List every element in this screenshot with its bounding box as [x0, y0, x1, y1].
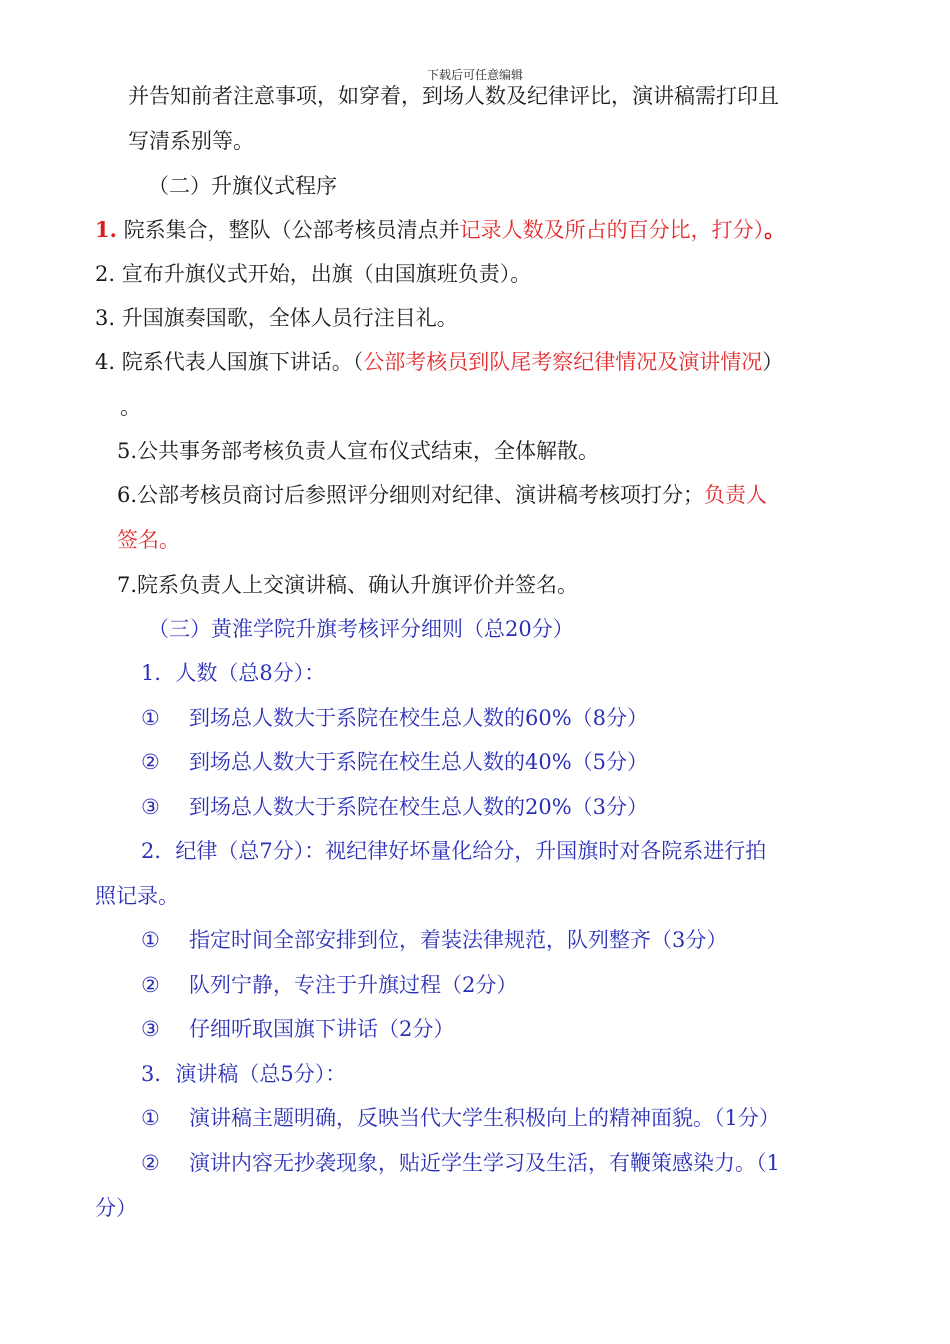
item-text: 队列宁静，专注于升旗过程（2分）: [189, 973, 518, 997]
item-marker: ②: [141, 750, 160, 774]
item-text: 到场总人数大于系院在校生总人数的40%（5分）: [189, 750, 649, 774]
page-header: 下载后可任意编辑: [426, 68, 523, 82]
step-4-end: 。: [120, 395, 141, 419]
group-3-item-2-wrap: 分）: [95, 1196, 137, 1220]
step-4-highlight: 公部考核员到队尾考察纪律情况及演讲情况: [363, 350, 763, 374]
item-marker: ①: [141, 706, 160, 730]
step-2-number: 2.: [95, 262, 116, 286]
section-3-title: （三）黄淮学院升旗考核评分细则（总20分）: [148, 617, 574, 641]
intro-line-2: 写清系别等。: [128, 129, 254, 153]
group-3-title: 3．演讲稿（总5分）：: [141, 1062, 347, 1086]
step-5: 5.公共事务部考核负责人宣布仪式结束，全体解散。: [117, 439, 600, 463]
group-2-item-2: [141, 975, 517, 996]
group-2-item-1: [141, 930, 727, 951]
item-marker: ②: [141, 973, 160, 997]
step-4-text: 院系代表人国旗下讲话。（: [121, 350, 364, 374]
item-marker: ①: [141, 1106, 160, 1130]
step-7: 7.院系负责人上交演讲稿、确认升旗评价并签名。: [117, 573, 579, 597]
item-text: 演讲稿主题明确，反映当代大学生积极向上的精神面貌。（1分）: [189, 1106, 780, 1130]
step-1: [95, 219, 785, 241]
group-2-item-3: [141, 1019, 454, 1040]
group-1-item-3: [141, 797, 648, 818]
item-text: 指定时间全部安排到位，着装法律规范，队列整齐（3分）: [189, 928, 728, 952]
step-2: [95, 264, 531, 285]
intro-line-1: 并告知前者注意事项，如穿着，到场人数及纪律评比，演讲稿需打印且: [128, 84, 779, 108]
item-marker: ③: [141, 795, 160, 819]
item-marker: ②: [141, 1151, 160, 1175]
step-4-number: 4.: [95, 350, 116, 374]
item-text: 演讲内容无抄袭现象，贴近学生学习及生活，有鞭策感染力。（1: [189, 1151, 780, 1175]
step-1-text: 院系集合，整队（公部考核员清点并: [123, 218, 460, 242]
step-3-number: 3.: [95, 306, 116, 330]
group-3-item-1: [141, 1108, 780, 1129]
step-1-highlight: 记录人数及所占的百分比，打分）: [459, 218, 765, 242]
step-3-text: 升国旗奏国歌，全体人员行注目礼。: [121, 306, 458, 330]
group-2-title-wrap: 照记录。: [95, 884, 179, 908]
step-1-number: 1.: [95, 217, 117, 242]
step-1-end: 。: [764, 217, 786, 242]
item-marker: ①: [141, 928, 160, 952]
step-6-highlight: 负责人: [704, 483, 768, 507]
step-6: [117, 485, 767, 506]
step-6-text: 6.公部考核员商讨后参照评分细则对纪律、演讲稿考核项打分；: [117, 483, 705, 507]
item-text: 到场总人数大于系院在校生总人数的60%（8分）: [189, 706, 649, 730]
step-6-wrap: 签名。: [117, 528, 180, 552]
step-2-text: 宣布升旗仪式开始，出旗（由国旗班负责）。: [121, 262, 532, 286]
step-3: [95, 308, 458, 329]
group-1-item-1: [141, 708, 648, 729]
item-text: 到场总人数大于系院在校生总人数的20%（3分）: [189, 795, 649, 819]
item-text: 仔细听取国旗下讲话（2分）: [189, 1017, 455, 1041]
group-1-item-2: [141, 752, 648, 773]
group-3-item-2: [141, 1153, 780, 1174]
item-marker: ③: [141, 1017, 160, 1041]
group-2-title: 2．纪律（总7分）：视纪律好坏量化给分，升国旗时对各院系进行拍: [141, 839, 767, 863]
step-4-close: ）: [762, 350, 784, 374]
step-4: [95, 352, 783, 373]
group-1-title: 1．人数（总8分）：: [141, 661, 326, 685]
section-2-title: （二）升旗仪式程序: [148, 174, 337, 198]
